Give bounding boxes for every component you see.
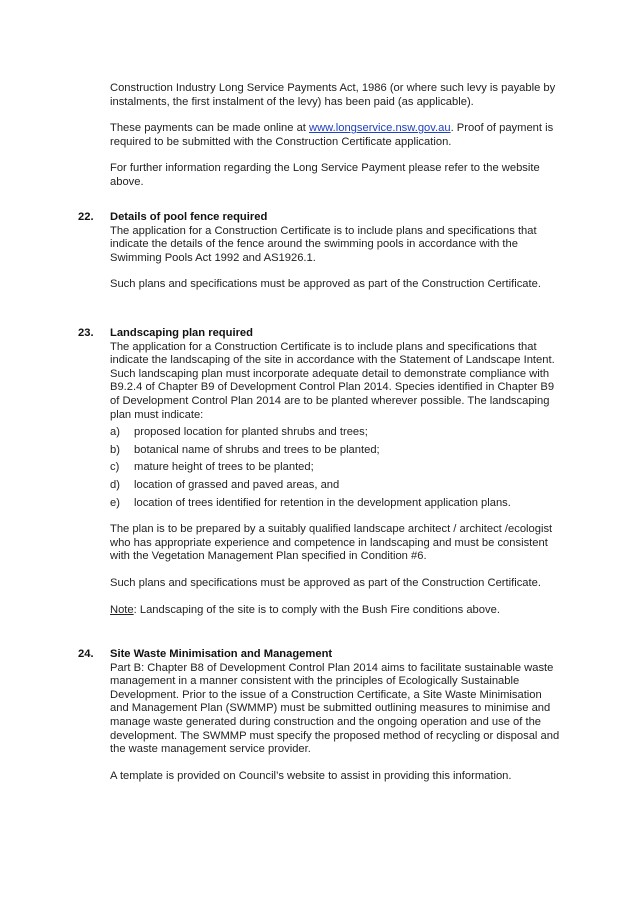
list-item-marker: d): [110, 478, 120, 491]
section-22-title: Details of pool fence required: [110, 211, 268, 223]
list-item: [110, 479, 562, 493]
section-24-title: Site Waste Minimisation and Management: [110, 648, 333, 660]
intro-paragraph-3: For further information regarding the Long Service Payment please refer to the website above.: [110, 162, 540, 188]
list-item-text: mature height of trees to be planted;: [134, 461, 314, 474]
note-label: Note: [110, 603, 134, 616]
section-24-number: 24.: [78, 648, 94, 660]
section-22-paragraph-2: Such plans and specifications must be approved as part of the Construction Certificate.: [110, 278, 541, 291]
intro-paragraph-2-text-before: These payments can be made online at: [110, 122, 310, 135]
longservice-link[interactable]: www.longservice.nsw.gov.au: [309, 122, 451, 135]
section-24: [110, 648, 562, 796]
list-item-marker: a): [110, 426, 120, 439]
section-22-number: 22.: [78, 211, 94, 223]
section-23: [110, 327, 562, 630]
section-23-paragraph-2: The plan is to be prepared by a suitably qualified landscape architect / architect /ecologist who has appropriate experience and competence in landscaping and must be consistent with the Vegetation Management Plan specified in Condition #6.: [110, 523, 553, 563]
intro-block: [110, 82, 562, 203]
list-item: [110, 426, 562, 440]
list-item-marker: e): [110, 496, 120, 509]
note-text: : Landscaping of the site is to comply with the Bush Fire conditions above.: [133, 603, 500, 616]
section-23-note: [110, 604, 562, 618]
section-22-paragraph-1: The application for a Construction Certificate is to include plans and specifications that indicate the details of the fence around the swimming pools in accordance with the Swimming Pools Act 1992 and AS1926.1.: [110, 224, 537, 264]
list-item-text: location of grassed and paved areas, and: [134, 478, 340, 491]
list-item-marker: b): [110, 443, 120, 456]
list-item: [110, 497, 562, 511]
intro-paragraph-1: Construction Industry Long Service Payments Act, 1986 (or where such levy is payable by instalments, the first instalment of the levy) has been paid (as applicable).: [110, 82, 556, 108]
list-item: [110, 444, 562, 458]
landscaping-requirements-list: [110, 426, 562, 510]
intro-paragraph-2-text-after: . Proof of payment is required to be submitted with the Construction Certificate application.: [110, 122, 554, 148]
list-item-marker: c): [110, 461, 120, 474]
section-22: [110, 211, 562, 305]
list-item: [110, 461, 562, 475]
section-23-number: 23.: [78, 327, 94, 339]
list-item-text: proposed location for planted shrubs and trees;: [134, 426, 368, 439]
section-23-paragraph-3: Such plans and specifications must be approved as part of the Construction Certificate.: [110, 576, 541, 589]
intro-paragraph-2: [110, 122, 562, 149]
section-23-paragraph-1: The application for a Construction Certificate is to include plans and specifications that indicate the landscaping of the site in accordance with the Statement of Landscape Intent. Such landscaping plan must incorporate adequate detail to demonstrate compliance with B9.2.4 of Chapter B9 of Development Control Plan 2014. Species identified in Chapter B9 of Development Control Plan 2014 are to be planted wherever possible. The landscaping plan must indicate:: [110, 340, 555, 421]
list-item-text: location of trees identified for retention in the development application plans.: [134, 496, 511, 509]
section-24-paragraph-1: Part B: Chapter B8 of Development Control Plan 2014 aims to facilitate sustainable waste management in a manner consistent with the principles of Ecologically Sustainable Development. Prior to the issue of a Construction Certificate, a Site Waste Minimisation and Management Plan (SWMMP) must be submitted outlining measures to minimise and manage waste generated during construction and the ongoing operation and use of the development. The SWMMP must specify the proposed method of recycling or disposal and the waste management service provider.: [110, 661, 560, 756]
list-item-text: botanical name of shrubs and trees to be planted;: [134, 443, 380, 456]
section-23-title: Landscaping plan required: [110, 327, 253, 339]
section-24-paragraph-2: A template is provided on Council’s website to assist in providing this information.: [110, 769, 512, 782]
